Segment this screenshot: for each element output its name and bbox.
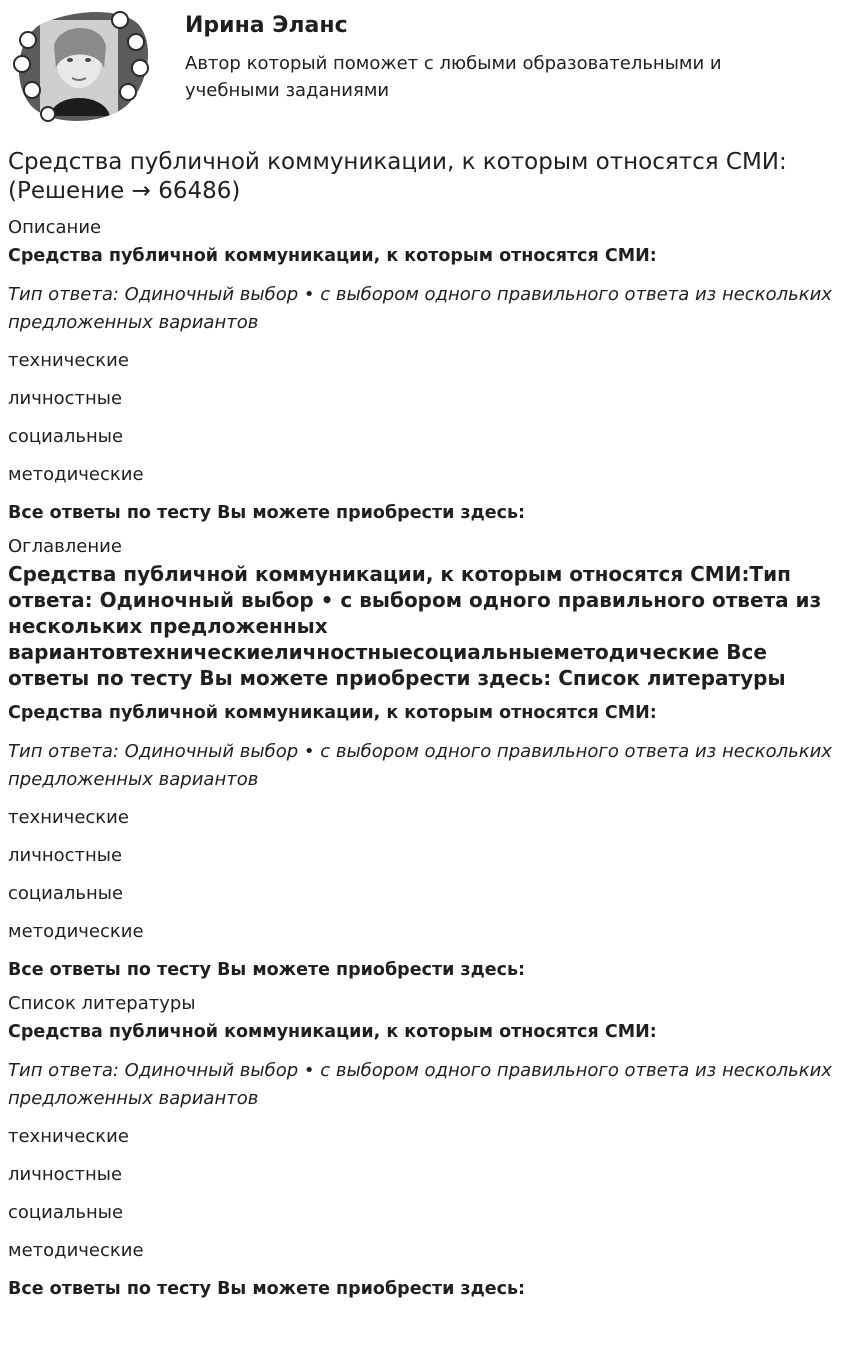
section-label-description: Описание [8,217,102,238]
answer-option: технические [8,350,129,371]
author-description: Автор который поможет с любыми образовательными и учебными заданиями [185,53,722,101]
avatar[interactable] [8,6,150,126]
main-content [8,148,839,1301]
answer-type: Тип ответа: Одиночный выбор • с выбором одного правильного ответа из нескольких предложенных вариантов [8,741,832,790]
answer-option: методические [8,1240,144,1261]
answer-option: социальные [8,1202,124,1223]
section-label-references: Список литературы [8,993,196,1014]
author-name[interactable]: Ирина Эланс [185,13,348,38]
section-label-contents: Оглавление [8,536,122,557]
answer-option: технические [8,1126,129,1147]
buy-answers-note: Все ответы по тесту Вы можете приобрести здесь: [8,1279,526,1299]
question-text: Средства публичной коммуникации, к которым относятся СМИ: [8,1022,657,1042]
buy-answers-note: Все ответы по тесту Вы можете приобрести здесь: [8,960,526,980]
question-text: Средства публичной коммуникации, к которым относятся СМИ: [8,703,657,723]
answer-option: социальные [8,883,124,904]
answer-option: методические [8,464,144,485]
answer-option: технические [8,807,129,828]
author-card [0,0,847,140]
answer-option: социальные [8,426,124,447]
answer-option: личностные [8,845,123,866]
answer-option: личностные [8,1164,123,1185]
buy-answers-note: Все ответы по тесту Вы можете приобрести здесь: [8,503,526,523]
question-text: Средства публичной коммуникации, к которым относятся СМИ: [8,246,657,266]
answer-option: методические [8,921,144,942]
answer-type: Тип ответа: Одиночный выбор • с выбором одного правильного ответа из нескольких предложенных вариантов [8,284,832,333]
page-title: Средства публичной коммуникации, к которым относятся СМИ: (Решение → 66486) [8,149,787,204]
contents-summary: Средства публичной коммуникации, к которым относятся СМИ:Тип ответа: Одиночный выбор • с выбором одного правильного ответа из нескольких предложенных вариантовтехническиеличностныесоциальныеметодические Все ответы по тесту Вы можете приобрести здесь: Список литературы [8,562,822,690]
answer-option: личностные [8,388,123,409]
answer-type: Тип ответа: Одиночный выбор • с выбором одного правильного ответа из нескольких предложенных вариантов [8,1060,832,1109]
